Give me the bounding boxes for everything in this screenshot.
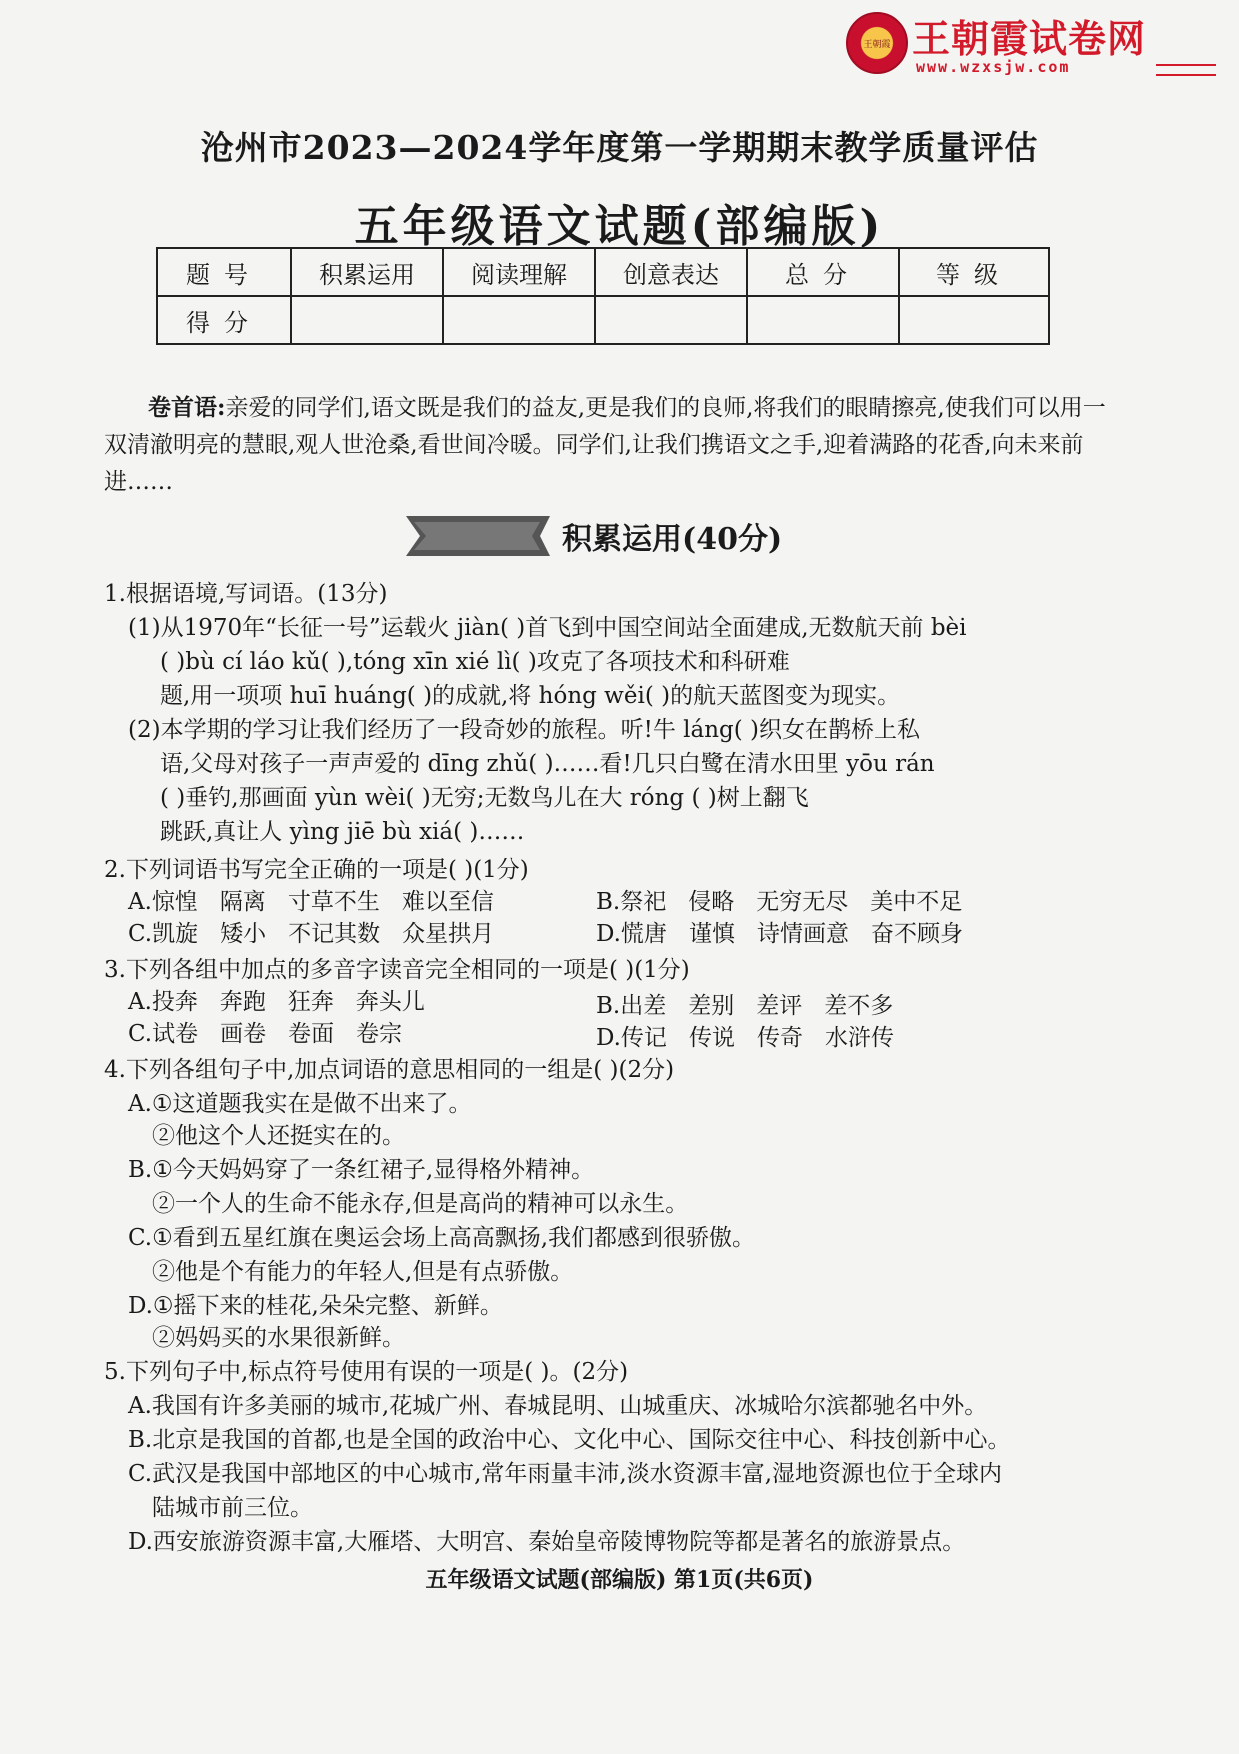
q3-option-d[interactable]: D.传记 传说 传奇 水浒传 — [596, 1025, 894, 1051]
q4-option-d-1[interactable]: D.①摇下来的桂花,朵朵完整、新鲜。 — [128, 1293, 503, 1319]
section-title: 积累运用(40分) — [562, 522, 783, 557]
exam-title: 沧州市2023—2024学年度第一学期期末教学质量评估 — [200, 128, 1039, 167]
seal-icon: 王朝霞 — [846, 12, 908, 74]
q5-option-c[interactable]: C.武汉是我国中部地区的中心城市,常年雨量丰沛,淡水资源丰富,湿地资源也位于全球内 — [128, 1461, 1003, 1487]
score-cell[interactable] — [899, 296, 1049, 344]
page-footer: 五年级语文试题(部编版) 第1页(共6页) — [425, 1567, 814, 1593]
preface-text: 亲爱的同学们,语文既是我们的益友,更是我们的良师,将我们的眼睛擦亮,使我们可以用一双清澈明亮的慧眼,观人世沧桑,看世间冷暖。同学们,让我们携语文之手,迎着满路的花香,向未来前进…… — [104, 395, 1106, 495]
logo-decor-lines — [1156, 64, 1216, 76]
q3-option-c[interactable]: C.试卷 画卷 卷面 卷宗 — [128, 1021, 403, 1047]
header-cell: 总分 — [747, 248, 899, 296]
section-banner — [400, 508, 840, 564]
q1-line: 题,用一项项 huī huáng( )的成就,将 hóng wěi( )的航天蓝图变为现实。 — [160, 683, 901, 709]
score-cell[interactable] — [747, 296, 899, 344]
score-cell[interactable] — [291, 296, 443, 344]
header-cell: 题号 — [157, 248, 291, 296]
q5-option-a[interactable]: A.我国有许多美丽的城市,花城广州、春城昆明、山城重庆、冰城哈尔滨都驰名中外。 — [128, 1393, 988, 1419]
q4-option-c-2: ②他是个有能力的年轻人,但是有点骄傲。 — [152, 1259, 574, 1285]
score-table — [156, 247, 1050, 345]
q4-option-d-2: ②妈妈买的水果很新鲜。 — [152, 1325, 405, 1351]
logo-brand: 王朝霞试卷网 — [912, 17, 1147, 61]
q5-stem: 5.下列句子中,标点符号使用有误的一项是( )。(2分) — [104, 1359, 629, 1385]
q1-line: 语,父母对孩子一声声爱的 dīng zhǔ( )……看!几只白鹭在清水田里 yōu rán — [160, 751, 935, 777]
score-cell[interactable] — [443, 296, 595, 344]
q5-option-d[interactable]: D.西安旅游资源丰富,大雁塔、大明宫、秦始皇帝陵博物院等都是著名的旅游景点。 — [128, 1529, 966, 1555]
header-cell: 创意表达 — [595, 248, 747, 296]
q4-option-a-1[interactable]: A.①这道题我实在是做不出来了。 — [128, 1091, 472, 1117]
banner-ribbon-icon — [400, 508, 560, 564]
q1-line: (1)从1970年“长征一号”运载火 jiàn( )首飞到中国空间站全面建成,无数航天前 bèi — [128, 615, 967, 641]
exam-subtitle: 五年级语文试题(部编版) — [354, 201, 885, 252]
q3-option-a[interactable]: A.投奔 奔跑 狂奔 奔头儿 — [128, 989, 425, 1015]
q4-option-c-1[interactable]: C.①看到五星红旗在奥运会场上高高飘扬,我们都感到很骄傲。 — [128, 1225, 756, 1251]
q1-line: ( )垂钓,那画面 yùn wèi( )无穷;无数鸟儿在大 róng ( )树上翻飞 — [160, 785, 809, 811]
q4-option-a-2: ②他这个人还挺实在的。 — [152, 1123, 405, 1149]
score-table-score-row — [157, 296, 1049, 344]
header-cell: 阅读理解 — [443, 248, 595, 296]
header-cell: 等级 — [899, 248, 1049, 296]
q2-option-d[interactable]: D.慌唐 谨慎 诗情画意 奋不顾身 — [596, 921, 963, 947]
q3-option-b[interactable]: B.出差 差别 差评 差不多 — [596, 993, 894, 1019]
q1-line: 跳跃,真让人 yìng jiē bù xiá( )…… — [160, 819, 525, 845]
score-table-header-row — [157, 248, 1049, 296]
q1-stem: 1.根据语境,写词语。(13分) — [104, 581, 388, 607]
q2-stem: 2.下列词语书写完全正确的一项是( )(1分) — [104, 857, 529, 883]
q2-option-c[interactable]: C.凯旋 矮小 不记其数 众星拱月 — [128, 921, 495, 947]
row-label-cell: 得分 — [157, 296, 291, 344]
q5-option-b[interactable]: B.北京是我国的首都,也是全国的政治中心、文化中心、国际交往中心、科技创新中心。 — [128, 1427, 1011, 1453]
score-cell[interactable] — [595, 296, 747, 344]
q3-stem: 3.下列各组中加点的多音字读音完全相同的一项是( )(1分) — [104, 957, 690, 983]
site-logo — [846, 8, 1226, 80]
header-cell: 积累运用 — [291, 248, 443, 296]
q4-stem: 4.下列各组句子中,加点词语的意思相同的一组是( )(2分) — [104, 1057, 675, 1083]
q2-option-b[interactable]: B.祭祀 侵略 无穷无尽 美中不足 — [596, 889, 963, 915]
q4-option-b-1[interactable]: B.①今天妈妈穿了一条红裙子,显得格外精神。 — [128, 1157, 595, 1183]
logo-url: www.wzxsjw.com — [916, 58, 1071, 76]
preface-paragraph — [104, 389, 1114, 501]
q1-line: ( )bù cí láo kǔ( ),tóng xīn xié lì( )攻克了各项技术和科研难 — [160, 649, 790, 675]
q2-option-a[interactable]: A.惊惶 隔离 寸草不生 难以至信 — [128, 889, 494, 915]
preface-label: 卷首语: — [148, 394, 226, 421]
q1-line: (2)本学期的学习让我们经历了一段奇妙的旅程。听!牛 láng( )织女在鹊桥上私 — [128, 717, 920, 743]
q5-option-c-cont: 陆城市前三位。 — [152, 1495, 313, 1521]
q4-option-b-2: ②一个人的生命不能永存,但是高尚的精神可以永生。 — [152, 1191, 689, 1217]
